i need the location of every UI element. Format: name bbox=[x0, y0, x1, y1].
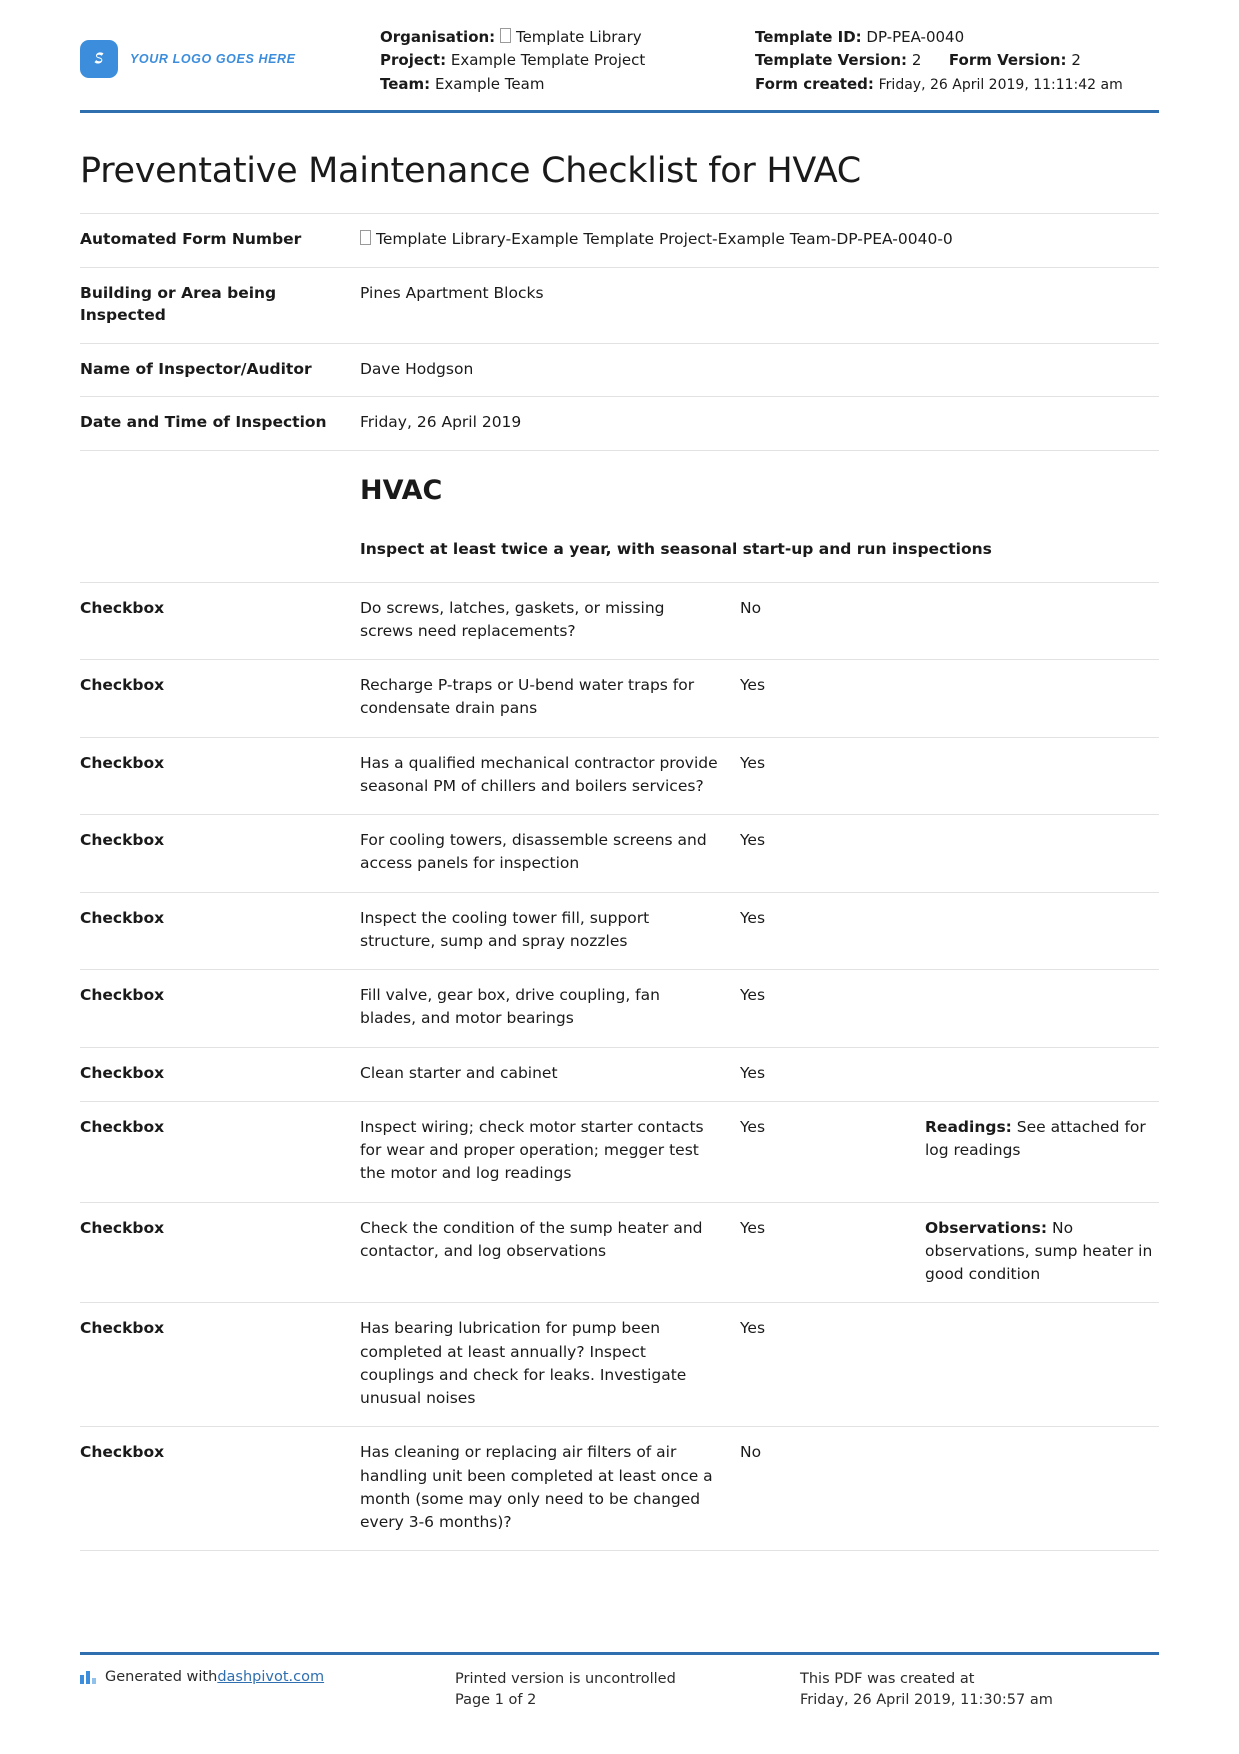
row-answer: Yes bbox=[740, 831, 766, 850]
row-extra-label: Readings: bbox=[925, 1117, 1012, 1136]
table-row bbox=[80, 1047, 1159, 1101]
row-question: Do screws, latches, gaskets, or missing screws need replacements? bbox=[360, 598, 665, 640]
project-value: Example Template Project bbox=[450, 51, 646, 70]
field-row bbox=[80, 343, 1159, 396]
row-question: Has a qualified mechanical contractor provide seasonal PM of chillers and boilers services? bbox=[360, 753, 718, 795]
table-row bbox=[80, 892, 1159, 970]
table-row bbox=[80, 1202, 1159, 1303]
row-answer: No bbox=[740, 598, 762, 617]
footer-generated-text: Generated with bbox=[105, 1668, 218, 1685]
row-type: Checkbox bbox=[80, 1218, 165, 1237]
field-row bbox=[80, 396, 1159, 449]
organisation-label: Organisation: bbox=[380, 28, 496, 46]
row-type: Checkbox bbox=[80, 831, 165, 850]
header-meta-left bbox=[380, 26, 755, 96]
logo-icon bbox=[80, 40, 118, 78]
row-extra-value: No observations, sump heater in good condition bbox=[925, 1218, 1153, 1284]
row-question: Has bearing lubrication for pump been completed at least annually? Inspect couplings and check for leaks. Investigate unusual noises bbox=[360, 1319, 687, 1408]
footer-print-notice bbox=[455, 1669, 800, 1713]
table-row bbox=[80, 737, 1159, 815]
section-title: HVAC bbox=[360, 474, 443, 506]
row-extra-value: See attached for log readings bbox=[925, 1117, 1146, 1160]
row-question: Fill valve, gear box, drive coupling, fan blades, and motor bearings bbox=[360, 986, 660, 1028]
organisation-line bbox=[380, 26, 755, 49]
form-created-line bbox=[755, 73, 1159, 97]
row-question: Check the condition of the sump heater and contactor, and log observations bbox=[360, 1218, 703, 1260]
row-answer: Yes bbox=[740, 986, 766, 1005]
row-answer: Yes bbox=[740, 1319, 766, 1338]
project-label: Project: bbox=[380, 51, 447, 70]
field-value bbox=[360, 228, 1159, 250]
row-answer: Yes bbox=[740, 1063, 766, 1082]
section-note-row bbox=[80, 506, 1159, 582]
template-version-value: 2 bbox=[911, 51, 922, 70]
template-version-label: Template Version: bbox=[755, 51, 908, 70]
template-id-line bbox=[755, 26, 1159, 49]
row-answer: Yes bbox=[740, 676, 766, 695]
bar-chart-icon bbox=[80, 1669, 97, 1688]
section-header bbox=[80, 450, 1159, 506]
table-row bbox=[80, 1101, 1159, 1202]
field-row bbox=[80, 267, 1159, 343]
checklist-table bbox=[80, 582, 1159, 1553]
template-id-label: Template ID: bbox=[755, 28, 862, 46]
organisation-value: Template Library bbox=[515, 28, 642, 46]
footer-generated bbox=[80, 1669, 455, 1713]
row-type: Checkbox bbox=[80, 908, 165, 927]
table-row bbox=[80, 814, 1159, 892]
logo-text: YOUR LOGO GOES HERE bbox=[130, 52, 296, 66]
row-extra-label: Observations: bbox=[925, 1218, 1048, 1237]
field-value: Friday, 26 April 2019 bbox=[360, 413, 522, 432]
row-question: For cooling towers, disassemble screens and access panels for inspection bbox=[360, 831, 707, 873]
row-question: Recharge P-traps or U-bend water traps for condensate drain pans bbox=[360, 676, 695, 718]
field-value: Dave Hodgson bbox=[360, 359, 474, 378]
field-label: Date and Time of Inspection bbox=[80, 413, 327, 432]
version-line bbox=[755, 49, 1159, 72]
row-question: Has cleaning or replacing air filters of air handling unit been completed at least once a month (some may only need to be changed every 3-6 months)? bbox=[360, 1443, 713, 1532]
table-row bbox=[80, 969, 1159, 1047]
row-type: Checkbox bbox=[80, 986, 165, 1005]
team-value: Example Team bbox=[434, 74, 545, 93]
form-created-label: Form created: bbox=[755, 74, 874, 93]
field-value-text: Template Library-Example Template Project-Example Team-DP-PEA-0040-0 bbox=[376, 230, 953, 249]
created-notice: This PDF was created at bbox=[800, 1670, 975, 1687]
row-type: Checkbox bbox=[80, 1063, 165, 1082]
header-meta-right bbox=[755, 26, 1159, 96]
page-title: Preventative Maintenance Checklist for HVAC bbox=[80, 151, 861, 192]
field-row bbox=[80, 213, 1159, 266]
table-row bbox=[80, 659, 1159, 737]
row-type: Checkbox bbox=[80, 753, 165, 772]
row-type: Checkbox bbox=[80, 1443, 165, 1462]
row-question: Clean starter and cabinet bbox=[360, 1063, 558, 1082]
table-bottom-rule bbox=[80, 1550, 1159, 1552]
team-label: Team: bbox=[380, 74, 431, 93]
table-row bbox=[80, 1302, 1159, 1426]
template-id-value: DP-PEA-0040 bbox=[866, 28, 965, 46]
field-label: Automated Form Number bbox=[80, 230, 302, 249]
team-line bbox=[380, 73, 755, 96]
created-timestamp: Friday, 26 April 2019, 11:30:57 am bbox=[800, 1692, 1053, 1709]
table-row bbox=[80, 582, 1159, 660]
row-answer: Yes bbox=[740, 753, 766, 772]
printed-notice: Printed version is uncontrolled bbox=[455, 1670, 676, 1687]
row-type: Checkbox bbox=[80, 676, 165, 695]
footer-created bbox=[800, 1669, 1159, 1713]
form-version-label: Form Version: bbox=[948, 51, 1067, 70]
row-answer: No bbox=[740, 1443, 762, 1462]
box-glyph-icon bbox=[500, 28, 511, 43]
project-line bbox=[380, 49, 755, 72]
row-type: Checkbox bbox=[80, 598, 165, 617]
field-label: Name of Inspector/Auditor bbox=[80, 359, 312, 378]
field-label: Building or Area being Inspected bbox=[80, 283, 277, 325]
row-question: Inspect the cooling tower fill, support structure, sump and spray nozzles bbox=[360, 908, 650, 950]
document-footer bbox=[80, 1652, 1159, 1713]
dashpivot-link[interactable]: dashpivot.com bbox=[217, 1668, 325, 1685]
row-answer: Yes bbox=[740, 1117, 766, 1136]
row-question: Inspect wiring; check motor starter contacts for wear and proper operation; megger test the motor and log readings bbox=[360, 1117, 704, 1183]
table-row bbox=[80, 1426, 1159, 1550]
document-header bbox=[80, 26, 1159, 113]
form-version-value: 2 bbox=[1071, 51, 1081, 70]
row-extra bbox=[925, 1116, 1159, 1163]
page-number: Page 1 of 2 bbox=[455, 1692, 537, 1709]
row-answer: Yes bbox=[740, 908, 766, 927]
form-created-value: Friday, 26 April 2019, 11:11:42 am bbox=[878, 76, 1123, 93]
section-note: Inspect at least twice a year, with seasonal start-up and run inspections bbox=[360, 539, 992, 558]
row-extra bbox=[925, 1217, 1159, 1287]
row-type: Checkbox bbox=[80, 1319, 165, 1338]
box-glyph-icon bbox=[360, 230, 371, 245]
row-answer: Yes bbox=[740, 1218, 766, 1237]
field-value: Pines Apartment Blocks bbox=[360, 283, 544, 302]
logo bbox=[80, 26, 380, 78]
row-type: Checkbox bbox=[80, 1117, 165, 1136]
